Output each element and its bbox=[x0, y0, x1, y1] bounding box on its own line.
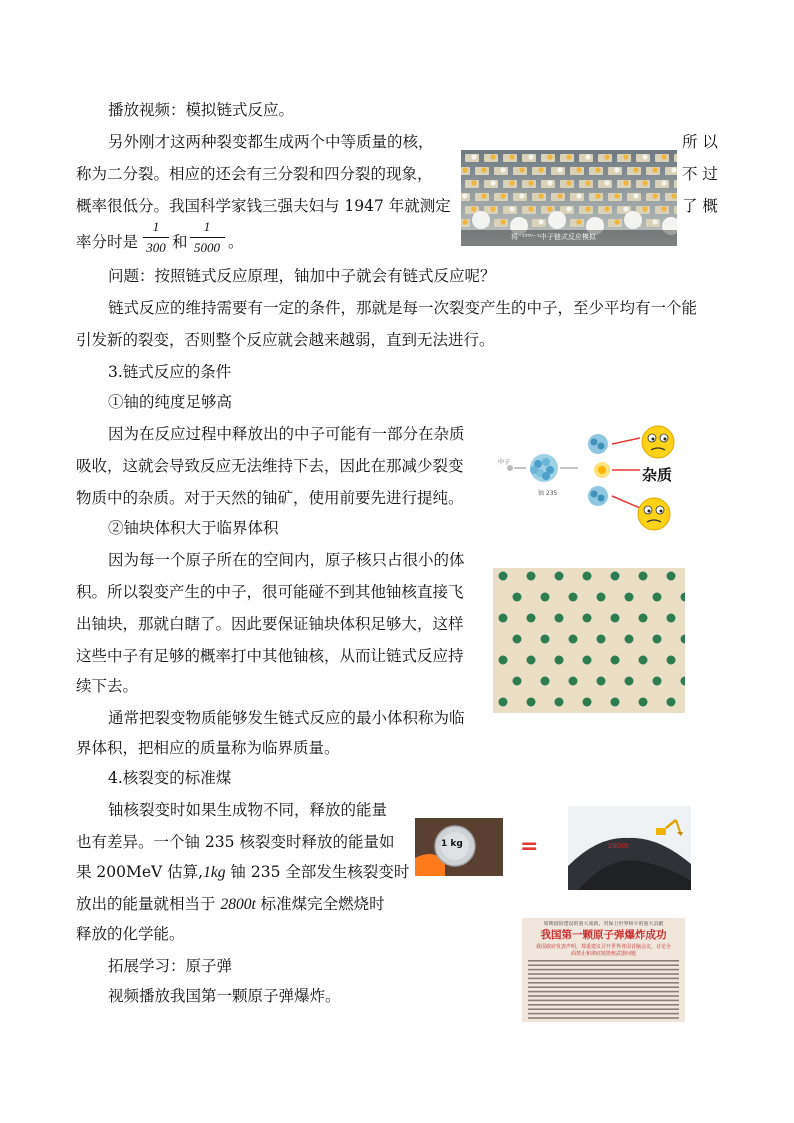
text-line: 概率很低分。我国科学家钱三强夫妇与 1947 年就测定 bbox=[76, 197, 451, 215]
text-line: 另外刚才这两种裂变都生成两个中等质量的核， bbox=[108, 133, 434, 151]
impurity-label: 杂质 bbox=[642, 466, 673, 484]
text-line: 率分时是 bbox=[76, 233, 139, 251]
text-line: 铀核裂变时如果生成物不同，释放的能量 bbox=[108, 801, 388, 819]
impurity-face-top bbox=[642, 426, 674, 458]
section-heading: 3.链式反应的条件 bbox=[108, 363, 232, 381]
subheading: ②铀块体积大于临界体积 bbox=[108, 519, 279, 537]
equals-sign: = bbox=[520, 834, 539, 859]
text-line: 通常把裂变物质能够发生链式反应的最小体积称为临 bbox=[108, 709, 465, 727]
newspaper-top-line: 如期国防建设的重大成就，对保卫世界和平的重大贡献 bbox=[543, 921, 664, 927]
text-line: 视频播放我国第一颗原子弹爆炸。 bbox=[108, 987, 341, 1005]
coal-value: 2800t bbox=[220, 896, 256, 913]
newspaper-subheadline: 我国政府发表声明，郑重建议召开世界各国首脑会议，讨论全面禁止和彻底销毁核武器问题 bbox=[535, 944, 671, 957]
text-line: 也有差异。一个铀 235 核裂变时释放的能量如 bbox=[76, 833, 395, 851]
fraction-numerator: 1 bbox=[152, 219, 160, 234]
coal-pile-image bbox=[568, 806, 691, 890]
text-line: 了 概 bbox=[682, 197, 718, 215]
text-line: 续下去。 bbox=[76, 677, 139, 695]
impurity-face-bottom bbox=[638, 498, 670, 530]
chain-reaction-video-image bbox=[461, 150, 677, 246]
section-heading: 4.核裂变的标准煤 bbox=[108, 769, 232, 787]
text-line: 不 过 bbox=[682, 165, 718, 183]
text-line: 所 以 bbox=[682, 133, 718, 151]
text-line bbox=[76, 894, 385, 915]
fraction-denominator: 5000 bbox=[194, 240, 220, 255]
uranium-block-label: 1 kg bbox=[441, 839, 463, 849]
fraction-denominator: 300 bbox=[146, 240, 166, 255]
text-line: 问题：按照链式反应原理，铀加中子就会有链式反应呢？ bbox=[108, 267, 496, 285]
atom-dots-graphic bbox=[493, 568, 685, 713]
u235-nucleus bbox=[530, 454, 558, 482]
text-span: 标准煤完全燃烧时 bbox=[255, 895, 385, 913]
text-line: 积。所以裂变产生的中子，很可能碰不到其他铀核直接飞 bbox=[76, 583, 464, 601]
newspaper-text-graphic bbox=[522, 918, 685, 1022]
atomic-bomb-newspaper-image bbox=[522, 918, 685, 1022]
text-line: 链式反应的维持需要有一定的条件，那就是每一次裂变产生的中子，至少平均有一个能 bbox=[108, 299, 698, 317]
neutron-label: 中子 bbox=[498, 459, 511, 466]
u235-label: 铀 235 bbox=[538, 490, 558, 497]
text-line: 。 bbox=[228, 233, 244, 251]
text-line: 和 bbox=[172, 233, 188, 251]
text-line: 这些中子有足够的概率打中其他铀核，从而让链式反应持 bbox=[76, 647, 464, 665]
atom-spacing-image bbox=[493, 568, 685, 713]
fission-impurity-diagram bbox=[490, 424, 686, 540]
text-line: 吸收，这就会导致反应无法维持下去，因此在那减少裂变 bbox=[76, 457, 464, 475]
text-line: 因为在反应过程中释放出的中子可能有一部分在杂质 bbox=[108, 425, 465, 443]
newspaper-headline: 我国第一颗原子弹爆炸成功 bbox=[540, 929, 667, 941]
text-line bbox=[76, 862, 409, 883]
mass-value: 1kg bbox=[203, 864, 226, 881]
fraction-bar bbox=[190, 237, 225, 238]
text-line: 界体积，把相应的质量称为临界质量。 bbox=[76, 739, 340, 757]
text-line: 引发新的裂变，否则整个反应就会越来越弱，直到无法进行。 bbox=[76, 331, 495, 349]
fraction-numerator: 1 bbox=[203, 219, 211, 234]
text-line: 因为每一个原子所在的空间内，原子核只占很小的体 bbox=[108, 551, 465, 569]
uranium-block-image bbox=[415, 818, 503, 876]
fraction-bar bbox=[143, 237, 169, 238]
text-span: 果 200MeV 估算, bbox=[76, 863, 204, 881]
subheading: ①铀的纯度足够高 bbox=[108, 393, 233, 411]
text-span: 铀 235 全部发生核裂变时 bbox=[225, 863, 410, 881]
text-line: 称为二分裂。相应的还会有三分裂和四分裂的现象， bbox=[76, 165, 433, 183]
coal-pile-graphic bbox=[568, 806, 691, 890]
text-span: 放出的能量就相当于 bbox=[76, 895, 221, 913]
text-line: 拓展学习：原子弹 bbox=[108, 957, 233, 975]
text-line: 释放的化学能。 bbox=[76, 925, 185, 943]
text-line: 物质中的杂质。对于天然的铀矿，使用前要先进行提纯。 bbox=[76, 489, 464, 507]
coal-label: 2800t bbox=[608, 842, 629, 850]
text-line: 出铀块，那就白瞎了。因此要保证铀块体积足够大，这样 bbox=[76, 615, 464, 633]
text-line: 播放视频：模拟链式反应。 bbox=[108, 101, 295, 119]
video-caption: 将⁻¹³⁵ᵁ⁻¹中子链式反应模拟 bbox=[511, 233, 596, 241]
